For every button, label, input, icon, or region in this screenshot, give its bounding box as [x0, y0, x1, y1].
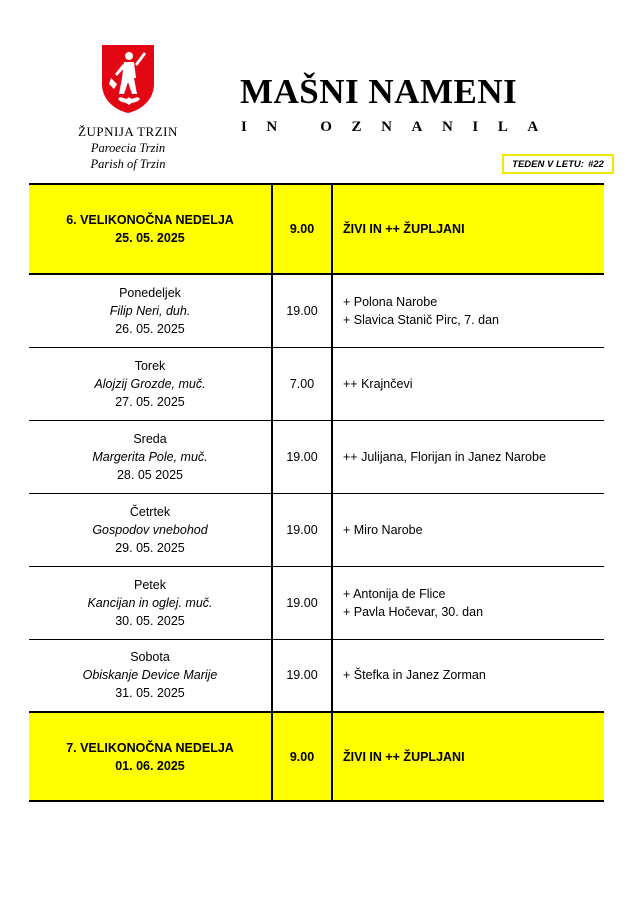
schedule-row-weekday — [29, 347, 604, 420]
day-cell — [29, 420, 272, 493]
intention-cell — [332, 639, 604, 712]
intention: ŽIVI IN ++ ŽUPLJANI — [343, 222, 465, 236]
day-saint: Obiskanje Device Marije — [82, 668, 218, 683]
day-date: 30. 05. 2025 — [115, 613, 185, 628]
intention-cell — [332, 347, 604, 420]
intention: + Miro Narobe — [343, 522, 423, 537]
day-name: Četrtek — [129, 504, 171, 519]
day-date: 28. 05 2025 — [116, 467, 184, 482]
day-name: Petek — [134, 577, 166, 592]
intention: ŽIVI IN ++ ŽUPLJANI — [343, 749, 465, 764]
intention: + Štefka in Janez Zorman — [343, 668, 486, 683]
day-date: 01. 06. 2025 — [115, 758, 185, 773]
day-cell — [29, 712, 272, 801]
day-saint: Kancijan in oglej. muč. — [87, 595, 213, 610]
intention: + Slavica Stanič Pirc, 7. dan — [343, 312, 499, 327]
day-date: 31. 05. 2025 — [115, 686, 185, 701]
intention-cell — [332, 493, 604, 566]
intention: + Pavla Hočevar, 30. dan — [343, 604, 484, 619]
schedule-row-weekday — [29, 420, 604, 493]
day-name: Sreda — [133, 431, 167, 446]
day-saint: Gospodov vnebohod — [92, 522, 208, 537]
mass-time: 19.00 — [272, 639, 332, 712]
schedule-row-weekday — [29, 639, 604, 712]
parish-crest-icon — [101, 44, 155, 114]
intention: ++ Krajnčevi — [343, 376, 413, 391]
parish-name-english: Parish of Trzin — [90, 157, 166, 171]
parish-name-block — [72, 124, 184, 172]
mass-schedule-table — [29, 183, 604, 802]
mass-time: 19.00 — [272, 566, 332, 639]
intention: + Polona Narobe — [343, 294, 438, 309]
day-cell — [29, 639, 272, 712]
day-cell — [29, 274, 272, 347]
day-name: Sobota — [130, 650, 170, 665]
schedule-row-weekday — [29, 566, 604, 639]
day-date: 25. 05. 2025 — [115, 231, 185, 245]
day-name: 6. VELIKONOČNA NEDELJA — [66, 213, 234, 227]
page-title: MAŠNI NAMENI — [240, 72, 518, 111]
day-name: Torek — [134, 358, 166, 373]
intention-cell — [332, 274, 604, 347]
day-name: 7. VELIKONOČNA NEDELJA — [66, 740, 234, 755]
day-name: Ponedeljek — [119, 285, 181, 300]
page-subtitle: IN OZNANILA — [241, 119, 558, 135]
intention-cell — [332, 712, 604, 801]
day-saint: Margerita Pole, muč. — [92, 449, 208, 464]
mass-time: 19.00 — [272, 420, 332, 493]
intention-cell — [332, 566, 604, 639]
intention: ++ Julijana, Florijan in Janez Narobe — [343, 449, 546, 464]
day-saint: Filip Neri, duh. — [109, 303, 191, 318]
intention-cell — [332, 184, 604, 274]
mass-time: 19.00 — [272, 274, 332, 347]
mass-time: 19.00 — [272, 493, 332, 566]
mass-time: 7.00 — [272, 347, 332, 420]
schedule-row-sunday — [29, 184, 604, 274]
week-badge-value: #22 — [587, 158, 604, 170]
day-date: 27. 05. 2025 — [115, 394, 185, 409]
schedule-row-weekday — [29, 493, 604, 566]
week-badge — [502, 154, 614, 174]
schedule-row-sunday — [29, 712, 604, 801]
schedule-row-weekday — [29, 274, 604, 347]
parish-name-latin: Paroecia Trzin — [90, 141, 166, 155]
intention-cell — [332, 420, 604, 493]
day-cell — [29, 566, 272, 639]
week-badge-label: TEDEN V LETU: — [512, 158, 584, 170]
day-cell — [29, 347, 272, 420]
day-date: 26. 05. 2025 — [115, 321, 185, 336]
day-date: 29. 05. 2025 — [115, 540, 185, 555]
parish-name-slovene: ŽUPNIJA TRZIN — [78, 124, 178, 139]
day-cell — [29, 184, 272, 274]
mass-time: 9.00 — [272, 712, 332, 801]
intention: + Antonija de Flice — [343, 586, 446, 601]
day-saint: Alojzij Grozde, muč. — [94, 376, 206, 391]
mass-time: 9.00 — [272, 184, 332, 274]
day-cell — [29, 493, 272, 566]
